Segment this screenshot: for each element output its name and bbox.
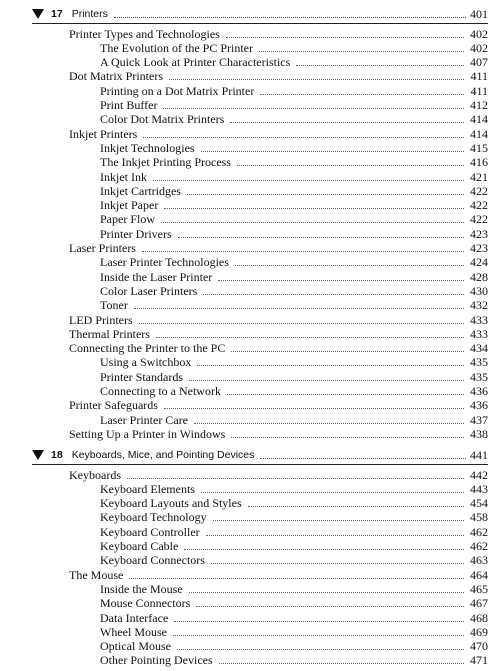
toc-entry — [69, 241, 488, 255]
entry-page-number: 436 — [470, 398, 488, 413]
dot-leader — [164, 408, 464, 409]
dot-leader — [227, 394, 464, 395]
chapter-title: Keyboards, Mice, and Pointing Devices — [71, 449, 255, 461]
entry-text: Inside the Mouse — [100, 581, 183, 596]
entry-text: Printer Types and Technologies — [69, 26, 220, 41]
dot-leader — [201, 151, 464, 152]
entry-text: Inkjet Technologies — [100, 140, 195, 155]
entry-text: Color Dot Matrix Printers — [100, 112, 225, 127]
dot-leader — [163, 108, 464, 109]
entry-text: Using a Switchbox — [100, 355, 192, 370]
entry-text: The Evolution of the PC Printer — [100, 40, 253, 55]
entry-text: Other Pointing Devices — [100, 653, 213, 668]
entry-text: Mouse Connectors — [100, 596, 191, 611]
dot-leader — [219, 663, 464, 664]
chapter-page-number: 401 — [470, 7, 488, 21]
entry-text: Printer Standards — [100, 369, 183, 384]
entry-text: Keyboard Controller — [100, 524, 200, 539]
dot-leader — [296, 65, 464, 66]
entry-text: Laser Printers — [69, 241, 136, 255]
dot-leader — [164, 208, 464, 209]
dot-leader — [174, 621, 464, 622]
entry-page-number: 464 — [470, 567, 488, 582]
entry-text: Paper Flow — [100, 212, 155, 227]
toc-entry — [69, 341, 488, 355]
entry-text: Laser Printer Care — [100, 412, 188, 427]
dot-leader — [213, 520, 464, 521]
entry-text: Setting Up a Printer in Windows — [69, 426, 226, 441]
entry-page-number: 434 — [470, 341, 488, 356]
entry-text: Keyboard Technology — [100, 510, 207, 525]
entry-page-number: 454 — [470, 496, 488, 511]
entry-page-number: 414 — [470, 126, 488, 141]
entry-page-number: 433 — [470, 312, 488, 327]
toc-entry — [69, 327, 488, 341]
entry-page-number: 402 — [470, 40, 488, 55]
toc-entry — [69, 313, 488, 327]
triangle-bullet-icon — [32, 9, 44, 19]
toc-entry — [69, 568, 488, 582]
entry-page-number: 415 — [470, 140, 488, 155]
toc-entry — [69, 468, 488, 482]
dot-leader — [139, 323, 464, 324]
entry-page-number: 422 — [470, 212, 488, 227]
toc-entry — [100, 553, 488, 567]
toc-entry — [100, 141, 488, 155]
entry-page-number: 469 — [470, 624, 488, 639]
entry-text: The Inkjet Printing Process — [100, 155, 231, 170]
toc-entry — [100, 482, 488, 496]
chapter-rule — [32, 464, 488, 465]
dot-leader — [248, 506, 464, 507]
dot-leader — [129, 578, 464, 579]
entry-text: Keyboard Elements — [100, 481, 195, 496]
dot-leader — [226, 37, 464, 38]
toc-entry — [100, 384, 488, 398]
entry-text: Printer Safeguards — [69, 398, 158, 413]
entry-page-number: 468 — [470, 610, 488, 625]
entry-page-number: 471 — [470, 653, 488, 668]
entry-text: Inkjet Cartridges — [100, 183, 181, 198]
toc-entry — [100, 413, 488, 427]
dot-leader — [237, 165, 464, 166]
toc-entry — [100, 596, 488, 610]
toc-entry — [100, 539, 488, 553]
dot-leader — [218, 280, 464, 281]
toc-entry — [69, 27, 488, 41]
dot-leader — [177, 649, 464, 650]
chapter-heading — [32, 7, 488, 21]
entry-text: Keyboard Cable — [100, 539, 179, 553]
entry-text: Print Buffer — [100, 98, 158, 112]
dot-leader — [142, 251, 464, 252]
entry-text: Color Laser Printers — [100, 283, 198, 298]
dot-leader — [259, 51, 464, 52]
dot-leader — [187, 194, 464, 195]
dot-leader — [169, 79, 464, 80]
entry-page-number: 402 — [470, 26, 488, 41]
dot-leader — [194, 423, 464, 424]
entry-text: Inside the Laser Printer — [100, 269, 213, 284]
toc-entry — [69, 398, 488, 412]
entry-text: A Quick Look at Printer Characteristics — [100, 55, 291, 70]
entry-page-number: 437 — [470, 412, 488, 427]
dot-leader — [114, 17, 466, 18]
chapter-heading — [32, 448, 488, 462]
toc-entry — [69, 427, 488, 441]
dot-leader — [260, 458, 466, 459]
toc-entry — [100, 98, 488, 112]
entry-text: Dot Matrix Printers — [69, 69, 163, 84]
dot-leader — [231, 437, 464, 438]
toc-entry — [100, 653, 488, 667]
toc-entry — [100, 355, 488, 369]
toc-entry — [100, 525, 488, 539]
toc-entry — [100, 255, 488, 269]
dot-leader — [184, 549, 464, 550]
entry-page-number: 430 — [470, 283, 488, 298]
chapter-title: Printers — [71, 8, 108, 20]
toc-entry — [100, 198, 488, 212]
entry-page-number: 412 — [470, 98, 488, 112]
toc-entry — [100, 184, 488, 198]
entry-page-number: 462 — [470, 539, 488, 553]
entry-page-number: 433 — [470, 326, 488, 341]
entry-page-number: 438 — [470, 426, 488, 441]
dot-leader — [156, 337, 464, 338]
entry-text: Wheel Mouse — [100, 624, 167, 639]
dot-leader — [230, 122, 464, 123]
toc-entry — [100, 155, 488, 169]
dot-leader — [153, 180, 464, 181]
entry-page-number: 411 — [470, 83, 488, 98]
dot-leader — [127, 478, 464, 479]
dot-leader — [231, 351, 464, 352]
entry-page-number: 422 — [470, 198, 488, 213]
entry-page-number: 435 — [470, 355, 488, 370]
entry-page-number: 411 — [470, 69, 488, 84]
toc-entry — [100, 639, 488, 653]
entry-page-number: 407 — [470, 55, 488, 70]
toc-entry — [100, 55, 488, 69]
entry-text: Printing on a Dot Matrix Printer — [100, 83, 255, 98]
toc-entry — [100, 510, 488, 524]
dot-leader — [201, 492, 464, 493]
entry-page-number: 424 — [470, 255, 488, 270]
entry-page-number: 443 — [470, 481, 488, 496]
dot-leader — [178, 237, 464, 238]
entry-text: Keyboard Connectors — [100, 553, 205, 568]
dot-leader — [203, 294, 464, 295]
entry-text: Connecting to a Network — [100, 384, 221, 398]
toc-entry — [100, 112, 488, 126]
dot-leader — [173, 635, 464, 636]
toc-entry — [100, 370, 488, 384]
toc-entry — [69, 69, 488, 83]
toc-entry — [100, 582, 488, 596]
dot-leader — [197, 365, 464, 366]
chapter-number: 18 — [51, 449, 63, 461]
chapter-rule — [32, 23, 488, 24]
entry-text: LED Printers — [69, 312, 133, 327]
entry-page-number: 421 — [470, 169, 488, 184]
triangle-bullet-icon — [32, 450, 44, 460]
entry-page-number: 470 — [470, 639, 488, 654]
toc-entry — [100, 611, 488, 625]
entry-text: The Mouse — [69, 567, 124, 582]
entry-text: Inkjet Paper — [100, 198, 159, 213]
toc-entry — [100, 41, 488, 55]
entry-page-number: 436 — [470, 384, 488, 398]
toc-entry — [100, 625, 488, 639]
entry-page-number: 458 — [470, 510, 488, 525]
entry-page-number: 442 — [470, 467, 488, 482]
toc-entry — [100, 227, 488, 241]
toc-entry — [100, 84, 488, 98]
entry-page-number: 463 — [470, 553, 488, 568]
entry-text: Toner — [100, 298, 128, 313]
dot-leader — [189, 592, 464, 593]
entry-page-number: 414 — [470, 112, 488, 127]
dot-leader — [134, 308, 464, 309]
entry-page-number: 422 — [470, 183, 488, 198]
toc-entry — [100, 298, 488, 312]
entry-text: Keyboard Layouts and Styles — [100, 496, 242, 511]
entry-text: Inkjet Printers — [69, 126, 138, 141]
toc-entry — [100, 270, 488, 284]
entry-page-number: 423 — [470, 241, 488, 255]
toc-entry — [100, 212, 488, 226]
toc-entry — [69, 127, 488, 141]
dot-leader — [260, 94, 464, 95]
entry-text: Optical Mouse — [100, 639, 171, 654]
entry-page-number: 428 — [470, 269, 488, 284]
toc-entry — [100, 496, 488, 510]
dot-leader — [143, 137, 464, 138]
entry-page-number: 467 — [470, 596, 488, 611]
dot-leader — [189, 380, 464, 381]
entry-page-number: 423 — [470, 226, 488, 241]
entry-text: Inkjet Ink — [100, 169, 147, 184]
chapter-page-number: 441 — [470, 448, 488, 462]
entry-page-number: 465 — [470, 581, 488, 596]
toc-entry — [100, 284, 488, 298]
dot-leader — [235, 265, 464, 266]
dot-leader — [161, 222, 464, 223]
dot-leader — [196, 606, 464, 607]
entry-page-number: 416 — [470, 155, 488, 170]
entry-page-number: 435 — [470, 369, 488, 384]
entry-page-number: 462 — [470, 524, 488, 539]
toc-entry — [100, 170, 488, 184]
entry-text: Connecting the Printer to the PC — [69, 341, 226, 356]
dot-leader — [211, 563, 464, 564]
entry-text: Laser Printer Technologies — [100, 255, 229, 270]
chapter-number: 17 — [51, 8, 63, 20]
entry-text: Thermal Printers — [69, 326, 150, 341]
entry-text: Keyboards — [69, 467, 121, 482]
entry-text: Data Interface — [100, 610, 169, 625]
entry-page-number: 432 — [470, 298, 488, 313]
dot-leader — [206, 535, 464, 536]
entry-text: Printer Drivers — [100, 226, 172, 241]
